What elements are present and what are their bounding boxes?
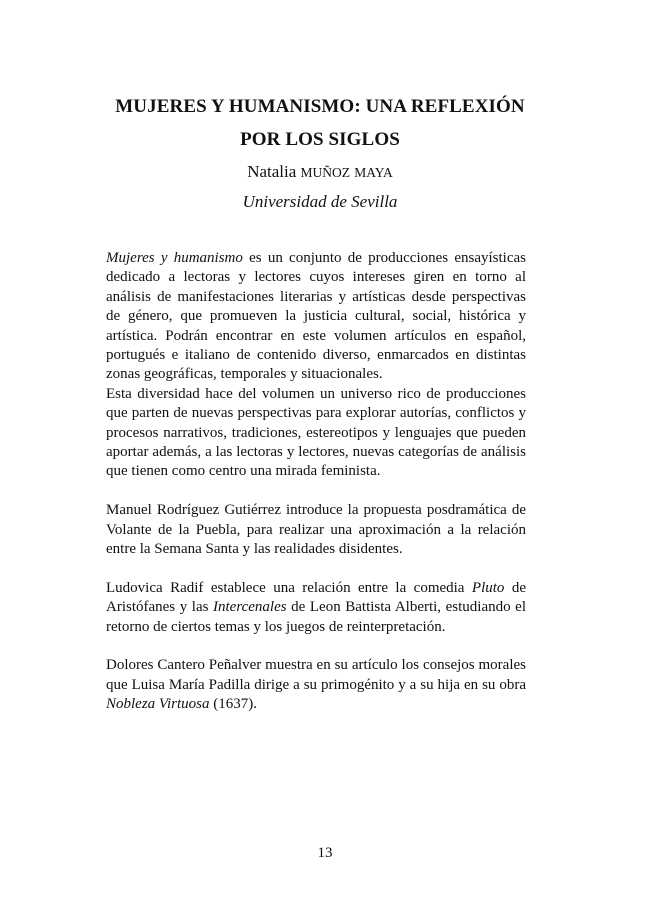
paragraph-1-text: es un conjunto de producciones ensayísticas dedicado a lectoras y lectores cuyos intereses giren en torno al análisis de manifestaciones literarias y artísticas desde perspectivas de género, que promueven la justicia cultural, social, histórica y artística. Podrán encontrar en este volumen artículos en español, portugués e italiano de contenido diverso, enmarcados en distintas zonas geográficas, temporales y situacionales. bbox=[106, 250, 526, 383]
paragraph-4 bbox=[106, 579, 526, 637]
author-surname-2: MAYA bbox=[354, 165, 393, 180]
paragraph-1 bbox=[106, 249, 526, 385]
paragraph-5-text-a: Dolores Cantero Peñalver muestra en su artículo los consejos morales que Luisa María Padilla dirige a su primogénito y a su hija en su obra bbox=[106, 657, 526, 693]
author-given-name: Natalia bbox=[247, 162, 297, 181]
author-name bbox=[108, 160, 532, 185]
paragraph-1-italic: Mujeres y humanismo bbox=[106, 250, 243, 266]
paragraph-5 bbox=[106, 656, 526, 714]
paragraph-4-text-b: de Aristófanes y las bbox=[106, 579, 526, 616]
paragraph-4-italic-1: Pluto bbox=[471, 579, 505, 596]
paragraph-4-italic-2: Intercenales bbox=[213, 599, 287, 616]
paragraph-2: Esta diversidad hace del volumen un universo rico de producciones que parten de nuevas perspectivas para explorar autorías, conflictos y procesos narrativos, tradiciones, estereotipos y lenguajes que pueden aportar además, a las lectoras y lectores, nuevas categorías de análisis que tienen como centro una mirada feminista. bbox=[106, 385, 526, 480]
paragraph-4-text-c: de Leon Battista Alberti, estudiando el retorno de ciertos temas y los juegos de reinterpretación. bbox=[106, 599, 526, 635]
author-surname-1: MUÑOZ bbox=[300, 165, 351, 180]
paragraph-5-text-b: (1637). bbox=[209, 696, 257, 713]
paragraph-3: Manuel Rodríguez Gutiérrez introduce la propuesta posdramática de Volante de la Puebla, para realizar una aproximación a la relación entre la Semana Santa y las realidades disidentes. bbox=[106, 502, 526, 558]
author-affiliation: Universidad de Sevilla bbox=[242, 192, 398, 211]
chapter-title-line-2: POR LOS SIGLOS bbox=[240, 129, 400, 150]
paragraph-4-text-a: Ludovica Radif establece una relación entre la comedia bbox=[106, 579, 472, 596]
chapter-title-line-1: MUJERES Y HUMANISMO: UNA REFLEXIÓN bbox=[115, 96, 525, 117]
paragraph-5-italic: Nobleza Virtuosa bbox=[106, 696, 210, 713]
body-text bbox=[106, 249, 526, 715]
page-number: 13 bbox=[317, 845, 333, 861]
